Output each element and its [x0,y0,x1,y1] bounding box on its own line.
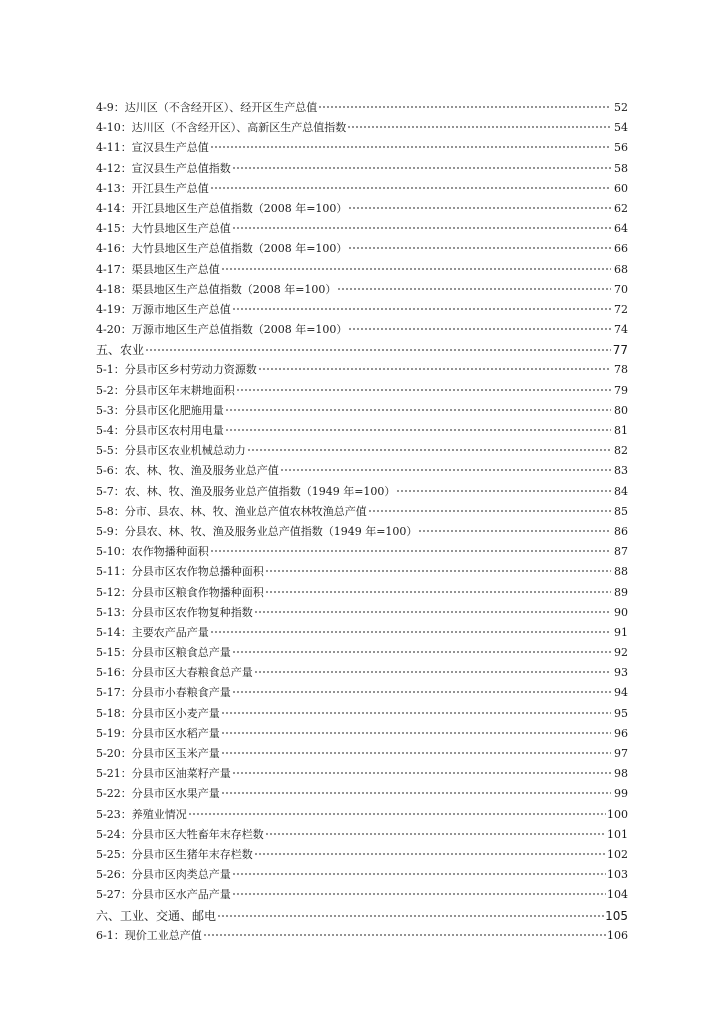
toc-entry-title: 4-14：开江县地区生产总值指数（2008 年=100） [96,201,348,215]
toc-dot-leader [232,227,611,229]
toc-entry[interactable] [96,562,628,582]
toc-entry-page-number: 80 [614,403,628,417]
toc-entry[interactable] [96,683,628,703]
toc-dot-leader [217,915,604,917]
toc-entry[interactable] [96,179,628,199]
toc-entry-title: 5-22：分县市区水果产量 [96,787,220,801]
toc-entry-title: 5-3：分县市区化肥施用量 [96,403,224,417]
toc-entry-page-number: 88 [614,565,628,579]
toc-entry-page-number: 100 [607,807,628,821]
toc-dot-leader [418,530,611,532]
toc-entry-title: 5-6：农、林、牧、渔及服务业总产值 [96,464,279,478]
toc-entry-title: 4-20：万源市地区生产总值指数（2008 年=100） [96,323,348,337]
toc-dot-leader [221,712,611,714]
toc-dot-leader [210,631,611,633]
toc-dot-leader [225,409,611,411]
toc-dot-leader [368,510,611,512]
toc-entry-page-number: 81 [614,424,628,437]
toc-entry[interactable] [96,118,628,138]
toc-entry-title: 5-27：分县市区水产品产量 [96,888,231,902]
toc-section-heading[interactable] [96,906,628,926]
toc-dot-leader [232,167,611,169]
toc-entry[interactable] [96,926,628,946]
toc-entry[interactable] [96,764,628,784]
toc-entry-title: 5-13：分县市区农作物复种指数 [96,605,253,619]
toc-dot-leader [210,187,611,189]
toc-entry-title: 5-9：分县农、林、牧、渔及服务业总产值指数（1949 年=100） [96,524,418,538]
toc-entry-page-number: 77 [612,343,628,358]
toc-entry-page-number: 98 [614,767,628,781]
toc-entry-title: 4-13：开江县生产总值 [96,181,209,195]
toc-dot-leader [232,772,611,774]
toc-entry-page-number: 83 [614,464,628,478]
toc-entry-title: 5-25：分县市区生猪年末存栏数 [96,847,253,861]
toc-dot-leader [232,873,606,875]
toc-entry[interactable] [96,98,628,118]
toc-dot-leader [221,732,611,734]
toc-dot-leader [225,429,611,431]
toc-entry-title: 5-12：分县市区粮食作物播种面积 [96,585,264,599]
toc-entry[interactable] [96,623,628,643]
toc-entry-title: 5-26：分县市区肉类总产量 [96,868,231,882]
toc-entry-title: 4-11：宣汉县生产总值 [96,141,209,155]
toc-entry-title: 5-24：分县市区大牲畜年末存栏数 [96,827,264,841]
toc-dot-leader [396,490,611,492]
toc-entry[interactable] [96,239,628,259]
toc-entry-page-number: 101 [607,827,628,841]
toc-entry[interactable] [96,603,628,623]
toc-entry[interactable] [96,401,628,421]
toc-entry-title: 5-20：分县市区玉米产量 [96,747,220,760]
toc-entry-page-number: 96 [614,726,628,740]
toc-dot-leader [254,671,611,673]
toc-dot-leader [247,449,611,451]
toc-entry-title: 6-1：现价工业总产值 [96,928,202,942]
toc-dot-leader [280,469,611,471]
toc-entry-page-number: 103 [607,868,628,882]
toc-dot-leader [188,813,606,815]
toc-entry-title: 5-21：分县市区油菜籽产量 [96,767,231,781]
toc-dot-leader [265,833,606,835]
toc-entry-title: 5-16：分县市区大春粮食总产量 [96,666,253,680]
toc-dot-leader [232,308,611,310]
toc-dot-leader [236,389,611,391]
toc-entry-page-number: 54 [614,121,628,135]
toc-entry[interactable] [96,421,628,441]
toc-entry-title: 4-12：宣汉县生产总值指数 [96,161,231,175]
toc-entry-title: 4-19：万源市地区生产总值 [96,302,231,316]
toc-entry-page-number: 89 [614,585,628,599]
toc-entry-title: 5-4：分县市区农村用电量 [96,424,224,437]
toc-entry-title: 5-11：分县市区农作物总播种面积 [96,565,264,579]
toc-entry[interactable] [96,441,628,461]
toc-entry[interactable] [96,522,628,542]
toc-entry-page-number: 58 [614,161,628,175]
toc-entry-title: 5-8：分市、县农、林、牧、渔业总产值农林牧渔总产值 [96,504,367,518]
toc-entry[interactable] [96,461,628,481]
toc-entry-page-number: 97 [614,747,628,760]
toc-entry-page-number: 92 [614,646,628,660]
toc-entry-title: 六、工业、交通、邮电 [96,908,217,923]
toc-entry-title: 4-17：渠县地区生产总值 [96,262,220,276]
toc-dot-leader [254,611,611,613]
toc-dot-leader [265,591,611,593]
toc-entry-page-number: 91 [614,625,628,639]
toc-dot-leader [258,368,611,370]
toc-entry-title: 5-1：分县市区乡村劳动力资源数 [96,363,257,377]
toc-entry[interactable] [96,825,628,845]
toc-entry[interactable] [96,865,628,885]
toc-entry[interactable] [96,784,628,804]
toc-entry-page-number: 84 [614,484,628,498]
toc-entry-title: 5-17：分县市小春粮食产量 [96,686,231,700]
toc-entry[interactable] [96,482,628,502]
toc-entry-page-number: 86 [614,524,628,538]
toc-entry-title: 5-7：农、林、牧、渔及服务业总产值指数（1949 年=100） [96,484,396,498]
toc-entry-page-number: 85 [614,504,628,518]
toc-entry-page-number: 94 [614,686,628,700]
toc-entry-title: 5-19：分县市区水稻产量 [96,726,220,740]
toc-entry[interactable] [96,159,628,179]
toc-entry-page-number: 87 [614,545,628,559]
toc-entry[interactable] [96,663,628,683]
toc-entry-title: 5-23：养殖业情况 [96,807,187,821]
toc-dot-leader [265,570,611,572]
toc-entry-title: 4-18：渠县地区生产总值指数（2008 年=100） [96,282,337,296]
toc-entry-page-number: 64 [614,222,628,236]
toc-entry-page-number: 74 [614,323,628,337]
toc-entry[interactable] [96,643,628,663]
toc-entry-page-number: 72 [614,302,628,316]
toc-dot-leader [254,853,606,855]
toc-entry-title: 4-9：达川区（不含经开区）、经开区生产总值 [96,101,318,114]
toc-entry-page-number: 56 [614,141,628,155]
toc-entry[interactable] [96,845,628,865]
toc-entry-page-number: 95 [614,706,628,720]
toc-entry-page-number: 102 [607,847,628,861]
toc-entry[interactable] [96,199,628,219]
toc-entry-title: 5-5：分县市区农业机械总动力 [96,444,246,458]
toc-entry-title: 5-15：分县市区粮食总产量 [96,646,231,660]
toc-entry[interactable] [96,219,628,239]
toc-entry[interactable] [96,300,628,320]
toc-entry-page-number: 93 [614,666,628,680]
toc-entry[interactable] [96,502,628,522]
toc-entry[interactable] [96,885,628,905]
table-of-contents [96,98,628,946]
toc-entry-title: 4-10：达川区（不含经开区）、高新区生产总值指数 [96,121,347,135]
toc-dot-leader [203,934,606,936]
toc-dot-leader [210,550,611,552]
toc-dot-leader [221,268,611,270]
toc-dot-leader [348,328,611,330]
toc-entry-title: 4-15：大竹县地区生产总值 [96,222,231,236]
toc-entry-page-number: 62 [614,201,628,215]
toc-entry[interactable] [96,260,628,280]
toc-dot-leader [210,146,611,148]
toc-entry-title: 5-18：分县市区小麦产量 [96,706,220,720]
toc-dot-leader [232,893,606,895]
toc-entry-title: 五、农业 [96,343,145,358]
toc-dot-leader [348,207,611,209]
toc-entry-page-number: 78 [614,363,628,377]
toc-entry-page-number: 99 [614,787,628,801]
toc-entry[interactable] [96,583,628,603]
toc-entry[interactable] [96,744,628,764]
toc-entry-title: 5-14：主要农产品产量 [96,625,209,639]
toc-entry-page-number: 68 [614,262,628,276]
toc-entry[interactable] [96,280,628,300]
toc-entry[interactable] [96,138,628,158]
toc-dot-leader [145,349,611,351]
toc-dot-leader [348,247,611,249]
toc-entry-page-number: 90 [614,605,628,619]
toc-entry[interactable] [96,542,628,562]
toc-dot-leader [347,126,611,128]
toc-entry-title: 4-16：大竹县地区生产总值指数（2008 年=100） [96,242,348,256]
toc-entry-title: 5-2：分县市区年末耕地面积 [96,383,235,397]
toc-dot-leader [318,106,611,108]
toc-entry-page-number: 79 [614,383,628,397]
toc-entry-page-number: 66 [614,242,628,256]
toc-entry-page-number: 70 [614,282,628,296]
toc-entry-page-number: 104 [607,888,628,902]
toc-dot-leader [232,691,611,693]
toc-entry-page-number: 106 [607,928,628,942]
toc-entry[interactable] [96,360,628,380]
toc-section-heading[interactable] [96,340,628,360]
toc-entry-page-number: 60 [614,181,628,195]
toc-entry-title: 5-10：农作物播种面积 [96,545,209,559]
toc-entry[interactable] [96,724,628,744]
toc-dot-leader [221,792,611,794]
toc-entry-page-number: 52 [614,101,628,114]
toc-entry[interactable] [96,381,628,401]
toc-entry[interactable] [96,805,628,825]
toc-dot-leader [221,752,611,754]
toc-entry-page-number: 82 [614,444,628,458]
toc-entry[interactable] [96,704,628,724]
toc-entry-page-number: 105 [605,908,628,923]
toc-dot-leader [337,288,611,290]
toc-entry[interactable] [96,320,628,340]
toc-dot-leader [232,651,611,653]
